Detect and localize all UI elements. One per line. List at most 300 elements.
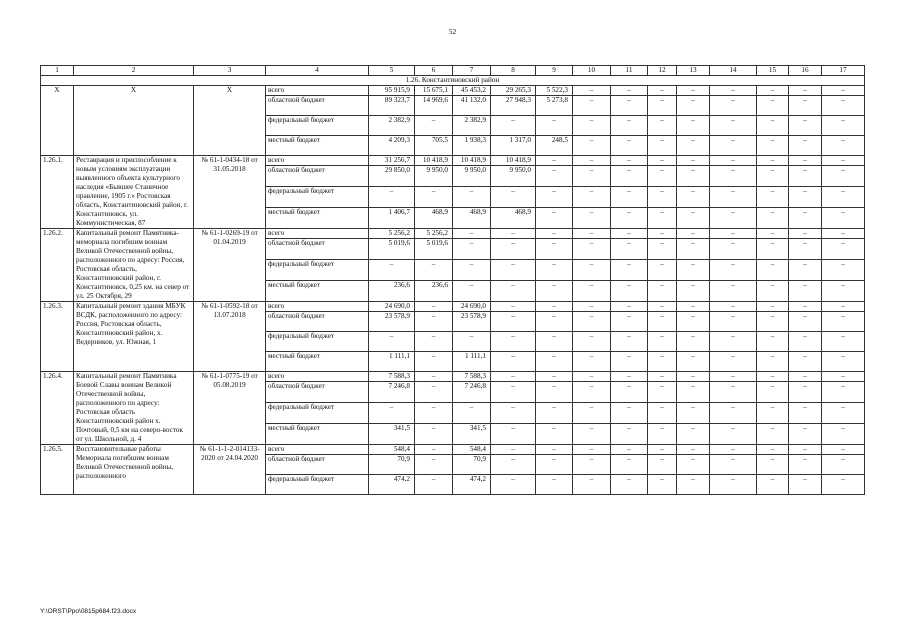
amount-cell: – [611, 229, 648, 239]
object-name: Реставрация и приспособление к новым условиям эксплуатации выявленного объекта культурного наследия «Бывшее Станичное правление, 1905 г.» Ростовская область, Константиновский район, г. Константиновск, ул. Коммунистическая, 87 [74, 156, 194, 229]
amount-cell: 24 690,0 [453, 302, 491, 312]
amount-cell: – [453, 281, 491, 302]
amount-cell: 1 317,0 [491, 136, 536, 156]
amount-cell: – [757, 156, 789, 166]
amount-cell: – [453, 403, 491, 424]
amount-cell: – [491, 239, 536, 260]
amount-cell: – [757, 455, 789, 475]
funding-source: областной бюджет [266, 382, 369, 403]
amount-cell: 9 950,0 [453, 166, 491, 187]
amount-cell: – [677, 403, 710, 424]
amount-cell: – [573, 229, 611, 239]
amount-cell: – [710, 229, 757, 239]
amount-cell: 23 578,9 [369, 312, 415, 332]
amount-cell: – [822, 445, 865, 455]
amount-cell: – [789, 208, 822, 229]
amount-cell: 1 938,3 [453, 136, 491, 156]
amount-cell: – [710, 332, 757, 352]
item-number: 1.26.2. [41, 229, 74, 302]
amount-cell: – [573, 260, 611, 281]
object-name: Капитальный ремонт Памятника-мемориала погибшим воинам Великой Отечественной войны, расположенного по адресу: Россия, Ростовская область, Константиновский район, г. Константиновск, 0,25 км. на север от ул. 25 Октября, 29 [74, 229, 194, 302]
amount-cell: – [491, 382, 536, 403]
amount-cell: – [415, 187, 453, 208]
amount-cell: 5 273,8 [536, 96, 573, 116]
amount-cell: 29 850,0 [369, 166, 415, 187]
table-row [41, 445, 865, 455]
amount-cell: – [822, 156, 865, 166]
amount-cell: – [573, 136, 611, 156]
amount-cell: – [822, 382, 865, 403]
amount-cell: – [822, 116, 865, 136]
amount-cell: – [491, 372, 536, 382]
amount-cell: 248,5 [536, 136, 573, 156]
amount-cell: – [648, 208, 677, 229]
amount-cell: – [710, 281, 757, 302]
amount-cell: – [491, 332, 536, 352]
amount-cell: – [611, 156, 648, 166]
amount-cell: – [536, 445, 573, 455]
amount-cell: – [611, 187, 648, 208]
amount-cell: – [677, 166, 710, 187]
amount-cell: – [573, 96, 611, 116]
amount-cell: – [677, 208, 710, 229]
amount-cell: – [757, 96, 789, 116]
amount-cell: – [710, 96, 757, 116]
amount-cell: – [415, 312, 453, 332]
amount-cell: – [611, 281, 648, 302]
amount-cell: – [677, 352, 710, 372]
funding-source: местный бюджет [266, 352, 369, 372]
amount-cell: 1 111,1 [453, 352, 491, 372]
col-header: 12 [648, 66, 677, 76]
amount-cell: 29 265,3 [491, 86, 536, 96]
amount-cell: – [648, 229, 677, 239]
amount-cell: – [789, 352, 822, 372]
amount-cell: – [789, 372, 822, 382]
amount-cell: – [415, 372, 453, 382]
amount-cell: – [822, 187, 865, 208]
amount-cell: 705,5 [415, 136, 453, 156]
amount-cell: 5 522,3 [536, 86, 573, 96]
item-number: X [41, 86, 74, 156]
amount-cell: – [369, 332, 415, 352]
amount-cell: 7 588,3 [453, 372, 491, 382]
amount-cell: – [789, 229, 822, 239]
col-header: 14 [710, 66, 757, 76]
amount-cell: – [611, 302, 648, 312]
amount-cell: – [491, 187, 536, 208]
funding-source: местный бюджет [266, 208, 369, 229]
amount-cell: – [757, 239, 789, 260]
amount-cell: – [677, 86, 710, 96]
amount-cell: 341,5 [369, 424, 415, 445]
table-row [41, 156, 865, 166]
amount-cell: – [789, 302, 822, 312]
amount-cell: 27 948,3 [491, 96, 536, 116]
object-name: X [74, 86, 194, 156]
amount-cell: 23 578,9 [453, 312, 491, 332]
amount-cell: 9 950,0 [491, 166, 536, 187]
amount-cell: – [677, 239, 710, 260]
funding-source: всего [266, 302, 369, 312]
amount-cell: – [677, 260, 710, 281]
amount-cell: – [536, 260, 573, 281]
amount-cell: – [648, 302, 677, 312]
amount-cell: – [648, 332, 677, 352]
amount-cell: – [677, 302, 710, 312]
amount-cell: – [536, 312, 573, 332]
amount-cell: – [757, 403, 789, 424]
amount-cell: 2 382,9 [369, 116, 415, 136]
col-header: 7 [453, 66, 491, 76]
amount-cell: – [415, 424, 453, 445]
amount-cell: 31 256,7 [369, 156, 415, 166]
amount-cell: – [369, 403, 415, 424]
amount-cell: – [648, 372, 677, 382]
amount-cell: – [453, 239, 491, 260]
col-header: 17 [822, 66, 865, 76]
amount-cell: – [453, 260, 491, 281]
amount-cell: – [648, 116, 677, 136]
amount-cell: – [757, 445, 789, 455]
amount-cell: 10 418,9 [491, 156, 536, 166]
amount-cell: – [573, 116, 611, 136]
amount-cell: – [648, 455, 677, 475]
amount-cell: – [822, 260, 865, 281]
amount-cell: 15 675,1 [415, 86, 453, 96]
amount-cell: – [611, 475, 648, 495]
col-header: 9 [536, 66, 573, 76]
funding-source: федеральный бюджет [266, 187, 369, 208]
file-path-footer: Y:\ORST\Ppo\0815p684.f23.docx [40, 608, 137, 615]
amount-cell: – [757, 312, 789, 332]
amount-cell: – [789, 403, 822, 424]
amount-cell: – [648, 156, 677, 166]
object-name: Капитальный ремонт здания МБУК ВСДК, расположенного по адресу: Россия, Ростовская область, Константиновский район, х. Ведерников, ул. Южная, 1 [74, 302, 194, 372]
amount-cell: – [648, 281, 677, 302]
amount-cell: 70,9 [369, 455, 415, 475]
amount-cell: 468,9 [491, 208, 536, 229]
amount-cell: 236,6 [415, 281, 453, 302]
amount-cell: – [789, 332, 822, 352]
amount-cell: – [611, 239, 648, 260]
amount-cell: – [573, 403, 611, 424]
amount-cell: – [611, 455, 648, 475]
amount-cell: – [369, 187, 415, 208]
amount-cell: – [757, 424, 789, 445]
amount-cell: – [611, 312, 648, 332]
amount-cell: – [677, 96, 710, 116]
funding-source: местный бюджет [266, 424, 369, 445]
amount-cell: – [757, 372, 789, 382]
amount-cell: – [573, 332, 611, 352]
amount-cell: – [757, 136, 789, 156]
amount-cell: – [757, 208, 789, 229]
funding-source: местный бюджет [266, 136, 369, 156]
amount-cell: – [573, 352, 611, 372]
amount-cell: – [822, 239, 865, 260]
amount-cell: – [369, 260, 415, 281]
col-header: 8 [491, 66, 536, 76]
item-number: 1.26.3. [41, 302, 74, 372]
amount-cell: – [757, 260, 789, 281]
amount-cell: – [789, 187, 822, 208]
amount-cell: 548,4 [369, 445, 415, 455]
amount-cell: 5 256,2 [369, 229, 415, 239]
table-row [41, 302, 865, 312]
column-number-row [41, 66, 865, 76]
amount-cell: – [757, 281, 789, 302]
amount-cell: – [710, 352, 757, 372]
table-row [41, 229, 865, 239]
amount-cell: – [573, 281, 611, 302]
amount-cell: – [710, 372, 757, 382]
amount-cell: – [536, 239, 573, 260]
col-header: 11 [611, 66, 648, 76]
amount-cell: – [415, 352, 453, 372]
table-row [41, 372, 865, 382]
col-header: 2 [74, 66, 194, 76]
document-ref: № 61-1-0592-18 от 13.07.2018 [194, 302, 266, 372]
amount-cell: – [648, 424, 677, 445]
amount-cell: – [491, 455, 536, 475]
funding-source: местный бюджет [266, 281, 369, 302]
amount-cell: – [710, 156, 757, 166]
amount-cell: – [536, 403, 573, 424]
amount-cell: 5 256,2 [415, 229, 453, 239]
amount-cell: – [822, 302, 865, 312]
amount-cell: – [710, 239, 757, 260]
amount-cell: – [611, 445, 648, 455]
amount-cell: – [648, 382, 677, 403]
col-header: 6 [415, 66, 453, 76]
amount-cell: 548,4 [453, 445, 491, 455]
amount-cell: – [677, 445, 710, 455]
amount-cell: 5 019,6 [369, 239, 415, 260]
amount-cell: – [415, 116, 453, 136]
amount-cell: – [789, 281, 822, 302]
amount-cell: 10 418,9 [453, 156, 491, 166]
amount-cell: – [789, 116, 822, 136]
amount-cell: – [677, 312, 710, 332]
amount-cell: – [573, 455, 611, 475]
amount-cell: 468,9 [415, 208, 453, 229]
amount-cell: – [491, 281, 536, 302]
section-title: 1.26. Константиновский район [41, 76, 865, 86]
amount-cell: – [648, 86, 677, 96]
item-number: 1.26.5. [41, 445, 74, 495]
funding-source: федеральный бюджет [266, 116, 369, 136]
funding-source: областной бюджет [266, 239, 369, 260]
section-row [41, 76, 865, 86]
amount-cell: – [822, 424, 865, 445]
amount-cell: – [710, 424, 757, 445]
amount-cell: – [536, 116, 573, 136]
col-header: 10 [573, 66, 611, 76]
amount-cell: – [453, 229, 491, 239]
amount-cell: – [536, 475, 573, 495]
amount-cell: – [677, 136, 710, 156]
amount-cell: – [573, 372, 611, 382]
amount-cell: – [648, 352, 677, 372]
amount-cell: – [536, 455, 573, 475]
amount-cell: – [415, 382, 453, 403]
amount-cell: 7 246,8 [453, 382, 491, 403]
amount-cell: – [822, 208, 865, 229]
item-number: 1.26.4. [41, 372, 74, 445]
amount-cell: – [536, 302, 573, 312]
amount-cell: – [573, 187, 611, 208]
amount-cell: – [677, 116, 710, 136]
funding-source: федеральный бюджет [266, 475, 369, 495]
amount-cell: – [491, 475, 536, 495]
amount-cell: 5 019,6 [415, 239, 453, 260]
amount-cell: – [757, 332, 789, 352]
col-header: 3 [194, 66, 266, 76]
amount-cell: – [611, 332, 648, 352]
budget-table [40, 65, 865, 495]
amount-cell: – [491, 312, 536, 332]
amount-cell: – [415, 260, 453, 281]
amount-cell: – [789, 166, 822, 187]
amount-cell: – [789, 424, 822, 445]
amount-cell: – [677, 475, 710, 495]
amount-cell: – [789, 475, 822, 495]
amount-cell: – [789, 239, 822, 260]
amount-cell: 1 111,1 [369, 352, 415, 372]
amount-cell: – [491, 302, 536, 312]
amount-cell: – [822, 166, 865, 187]
amount-cell: – [822, 229, 865, 239]
funding-source: федеральный бюджет [266, 260, 369, 281]
amount-cell: – [573, 302, 611, 312]
amount-cell: – [677, 372, 710, 382]
amount-cell: – [677, 229, 710, 239]
amount-cell: – [789, 86, 822, 96]
amount-cell: – [648, 403, 677, 424]
amount-cell: – [789, 96, 822, 116]
col-header: 1 [41, 66, 74, 76]
amount-cell: – [710, 455, 757, 475]
amount-cell: – [536, 208, 573, 229]
funding-source: всего [266, 229, 369, 239]
amount-cell: – [822, 332, 865, 352]
amount-cell: 236,6 [369, 281, 415, 302]
amount-cell: 24 690,0 [369, 302, 415, 312]
amount-cell: – [757, 86, 789, 96]
amount-cell: – [822, 136, 865, 156]
amount-cell: – [415, 455, 453, 475]
amount-cell: 4 209,3 [369, 136, 415, 156]
amount-cell: – [677, 332, 710, 352]
amount-cell: – [415, 302, 453, 312]
amount-cell: – [757, 229, 789, 239]
amount-cell: 7 246,8 [369, 382, 415, 403]
amount-cell: – [611, 403, 648, 424]
amount-cell: – [677, 424, 710, 445]
amount-cell: – [491, 352, 536, 372]
amount-cell: – [573, 424, 611, 445]
amount-cell: – [648, 475, 677, 495]
amount-cell: – [491, 116, 536, 136]
amount-cell: – [757, 475, 789, 495]
amount-cell: – [757, 352, 789, 372]
page-number: 52 [448, 27, 457, 36]
amount-cell: – [822, 372, 865, 382]
document-ref: № 61-1-0775-19 от 05.08.2019 [194, 372, 266, 445]
amount-cell: – [789, 445, 822, 455]
amount-cell: – [757, 187, 789, 208]
col-header: 4 [266, 66, 369, 76]
funding-source: областной бюджет [266, 96, 369, 116]
amount-cell: – [822, 312, 865, 332]
amount-cell: – [536, 229, 573, 239]
funding-source: федеральный бюджет [266, 403, 369, 424]
amount-cell: – [710, 260, 757, 281]
amount-cell: – [648, 239, 677, 260]
amount-cell: – [822, 455, 865, 475]
amount-cell: – [611, 352, 648, 372]
amount-cell: 474,2 [369, 475, 415, 495]
item-number: 1.26.1. [41, 156, 74, 229]
amount-cell: – [611, 372, 648, 382]
amount-cell: – [822, 475, 865, 495]
amount-cell: – [710, 136, 757, 156]
object-name: Восстановительные работы Мемориала погибшим воинам Великой Отечественной войны, расположенного [74, 445, 194, 495]
amount-cell: – [611, 382, 648, 403]
amount-cell: – [710, 403, 757, 424]
amount-cell: – [710, 86, 757, 96]
amount-cell: – [536, 352, 573, 372]
amount-cell: 468,9 [453, 208, 491, 229]
amount-cell: – [611, 116, 648, 136]
amount-cell: – [648, 312, 677, 332]
amount-cell: – [757, 166, 789, 187]
document-ref: № 61-1-1-2-014133-2020 от 24.04.2020 [194, 445, 266, 495]
amount-cell: – [710, 302, 757, 312]
amount-cell: – [648, 260, 677, 281]
amount-cell: – [710, 187, 757, 208]
funding-source: областной бюджет [266, 455, 369, 475]
amount-cell: – [491, 424, 536, 445]
amount-cell: – [415, 332, 453, 352]
amount-cell: – [611, 86, 648, 96]
amount-cell: – [415, 445, 453, 455]
amount-cell: – [710, 166, 757, 187]
amount-cell: – [710, 445, 757, 455]
amount-cell: – [573, 86, 611, 96]
amount-cell: – [757, 302, 789, 312]
amount-cell: – [536, 382, 573, 403]
amount-cell: – [573, 445, 611, 455]
col-header: 16 [789, 66, 822, 76]
amount-cell: – [573, 166, 611, 187]
amount-cell: – [677, 281, 710, 302]
amount-cell: – [415, 475, 453, 495]
amount-cell: – [789, 156, 822, 166]
amount-cell: – [677, 455, 710, 475]
amount-cell: – [611, 424, 648, 445]
amount-cell: – [536, 281, 573, 302]
amount-cell: – [453, 187, 491, 208]
amount-cell: – [536, 156, 573, 166]
amount-cell: 1 406,7 [369, 208, 415, 229]
amount-cell: 2 382,9 [453, 116, 491, 136]
amount-cell: – [789, 260, 822, 281]
amount-cell: – [822, 403, 865, 424]
amount-cell: – [573, 156, 611, 166]
amount-cell: – [573, 382, 611, 403]
